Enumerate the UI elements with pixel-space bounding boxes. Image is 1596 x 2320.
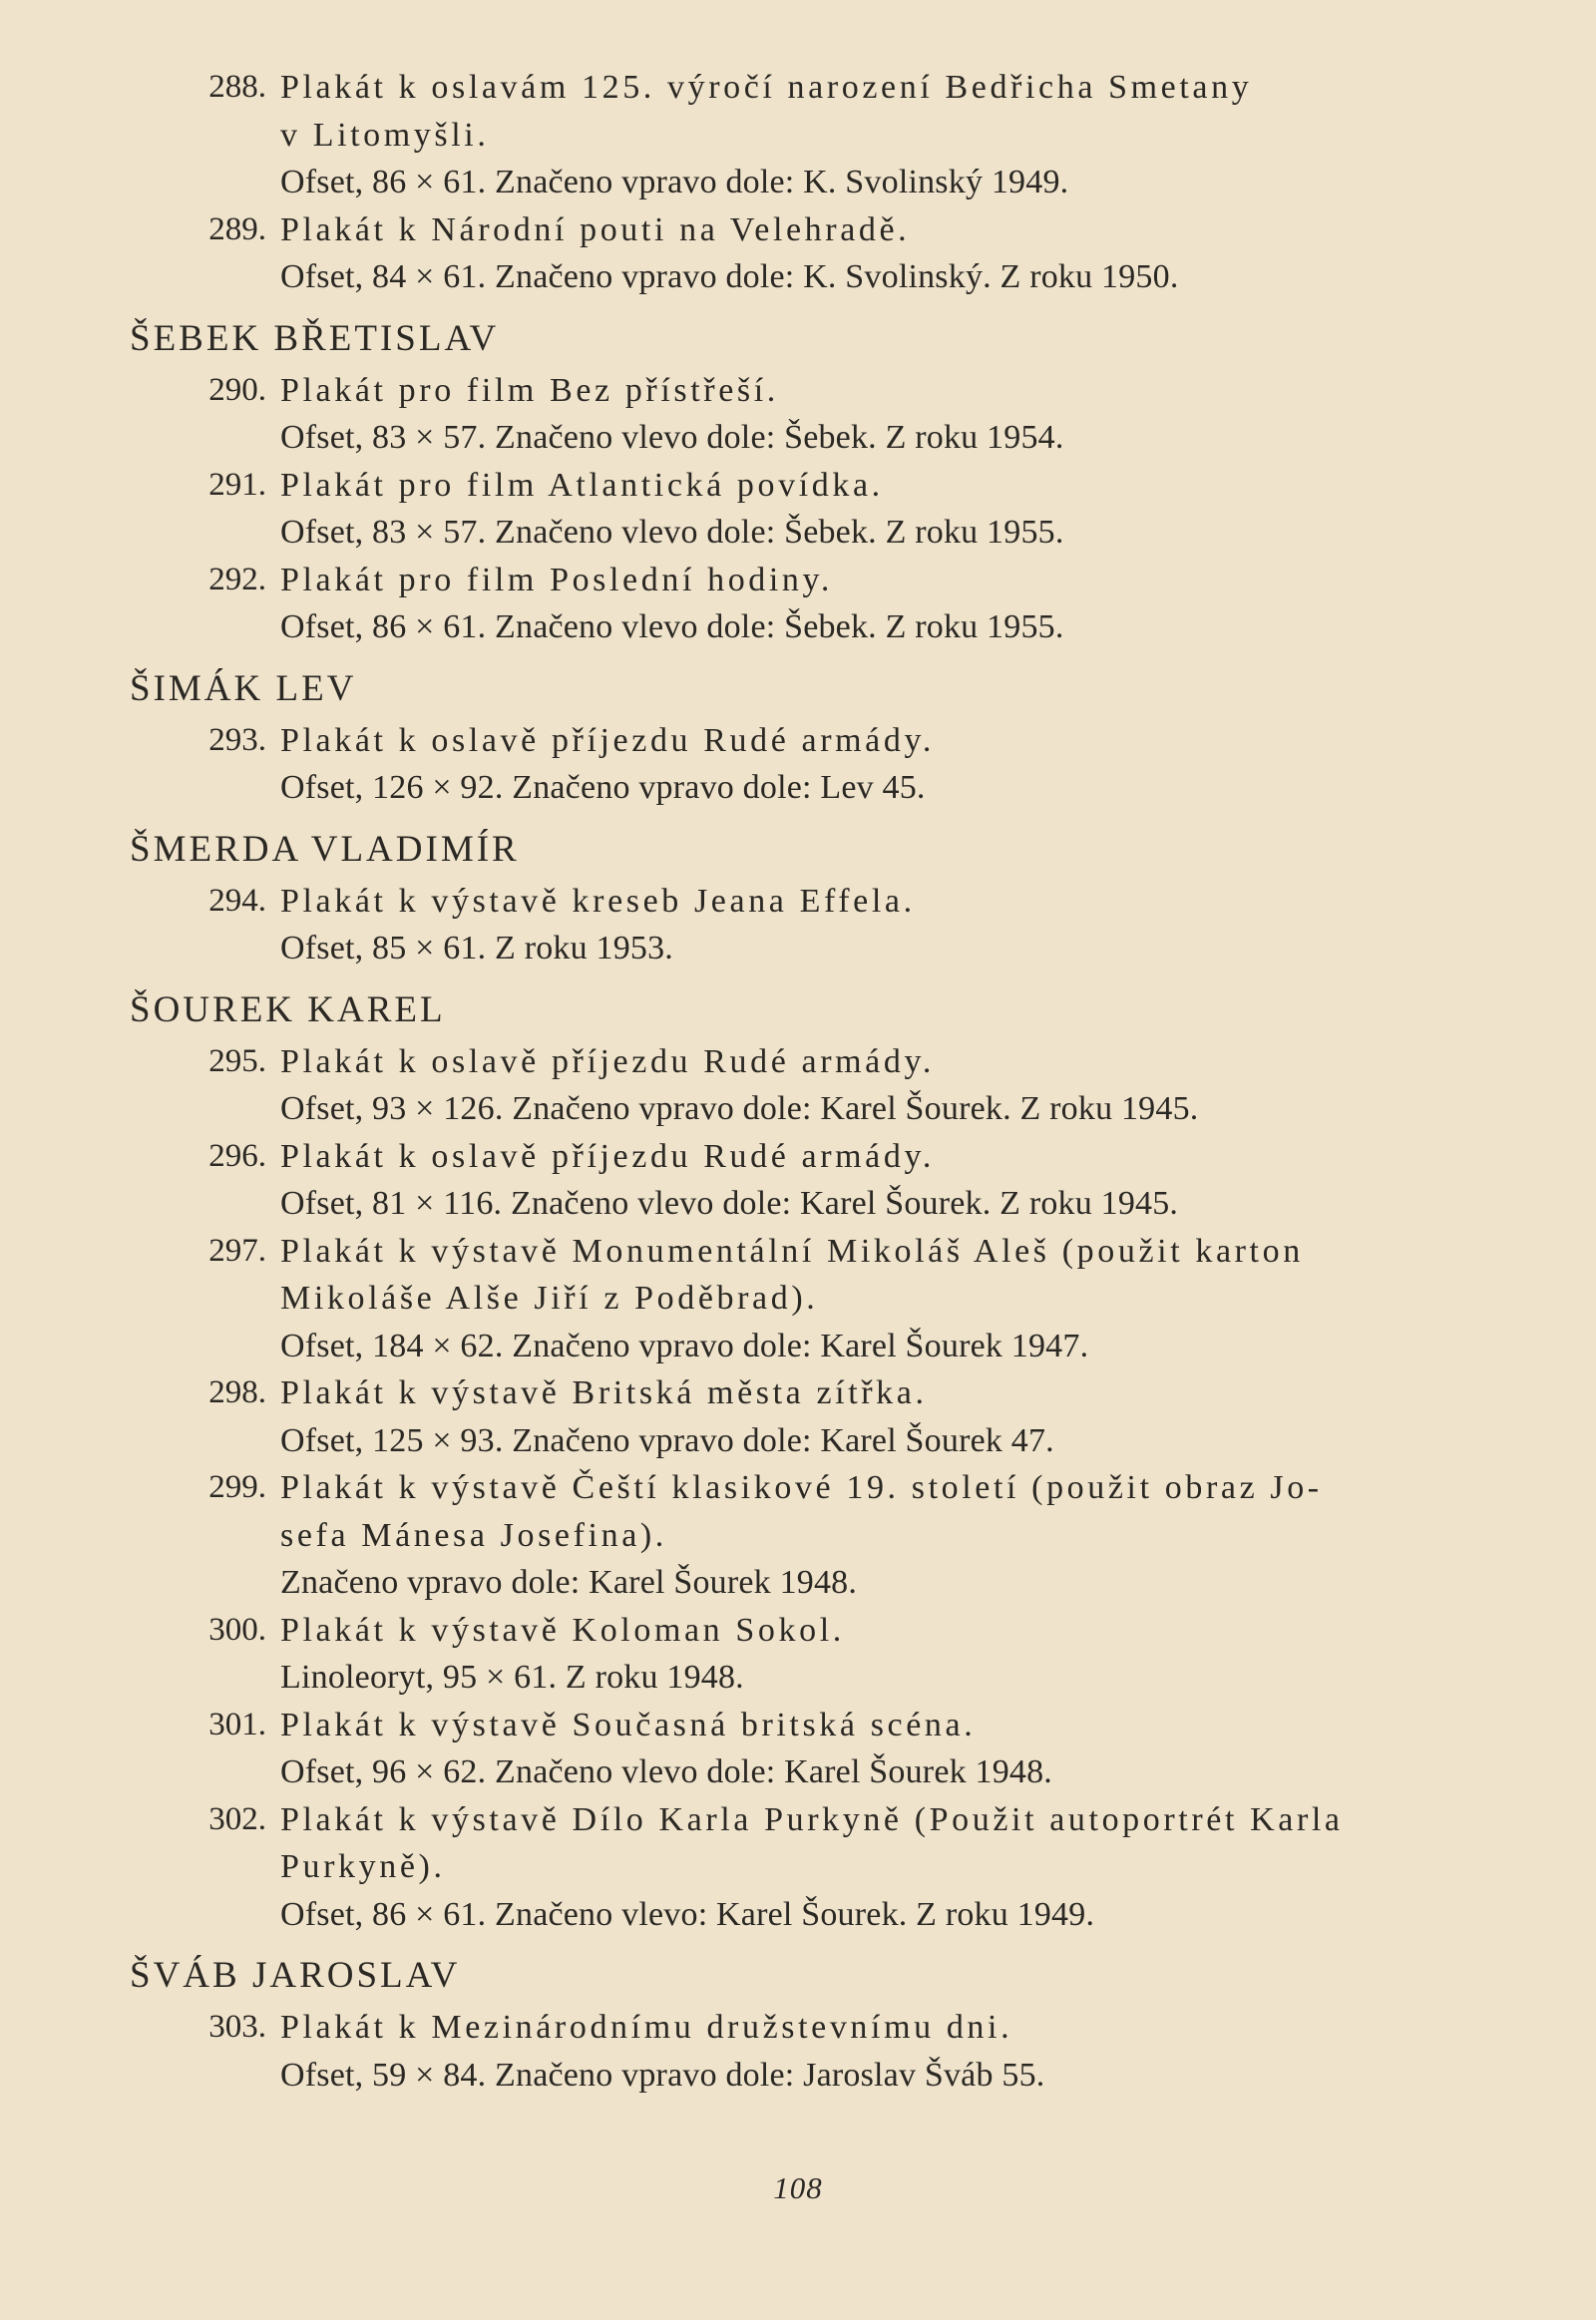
catalogue-entry <box>130 462 1566 557</box>
entry-number: 288. <box>208 69 266 105</box>
entry-number: 290. <box>208 371 266 408</box>
catalogue-entry <box>130 557 1566 651</box>
artist-heading: ŠVÁB JAROSLAV <box>130 1955 461 1996</box>
entry-title-text: Plakát k oslavám 125. výročí narození Bedřicha Smetany <box>280 69 1253 106</box>
entry-title-text: Plakát pro film Poslední hodiny. <box>280 561 834 598</box>
entry-detail-text: Ofset, 126 × 92. Značeno vpravo dole: Lev 45. <box>280 769 926 806</box>
entry-number: 301. <box>208 1706 266 1742</box>
catalogue-entry <box>130 367 1566 462</box>
entry-detail-text: Ofset, 83 × 57. Značeno vlevo dole: Šebek. Z roku 1955. <box>280 514 1064 551</box>
entry-detail-text: Ofset, 81 × 116. Značeno vlevo dole: Karel Šourek. Z roku 1945. <box>280 1185 1179 1222</box>
artist-section <box>130 986 1566 1939</box>
entry-number: 295. <box>208 1042 266 1079</box>
entry-title-line <box>130 64 1566 112</box>
entry-detail-text: Ofset, 184 × 62. Značeno vpravo dole: Karel Šourek 1947. <box>280 1327 1089 1364</box>
entry-title-text: Plakát k výstavě Současná britská scéna. <box>280 1706 977 1743</box>
entry-number: 300. <box>208 1611 266 1648</box>
entry-detail-text: Ofset, 86 × 61. Značeno vlevo dole: Šebek. Z roku 1955. <box>280 608 1064 645</box>
entry-title-text: Plakát k výstavě kreseb Jeana Effela. <box>280 882 916 920</box>
entry-detail-text: Ofset, 93 × 126. Značeno vpravo dole: Karel Šourek. Z roku 1945. <box>280 1090 1199 1127</box>
entry-detail-line <box>130 764 1566 812</box>
entry-detail-line <box>130 1180 1566 1228</box>
entry-number: 298. <box>208 1374 266 1410</box>
entry-title-line <box>130 1369 1566 1417</box>
entry-number: 294. <box>208 882 266 919</box>
entry-title-line <box>130 878 1566 926</box>
entry-detail-line <box>130 1654 1566 1702</box>
entry-detail-line <box>130 925 1566 972</box>
artist-heading: ŠOUREK KAREL <box>130 988 446 1030</box>
entry-number: 302. <box>208 1800 266 1837</box>
entry-title-line <box>130 1464 1566 1512</box>
artist-section <box>130 665 1566 812</box>
entry-title-line <box>130 206 1566 254</box>
artist-section <box>130 64 1566 301</box>
entry-title-text: Plakát k výstavě Koloman Sokol. <box>280 1611 845 1649</box>
entry-title-text: Plakát k oslavě příjezdu Rudé armády. <box>280 1137 935 1175</box>
entry-detail-text: Ofset, 83 × 57. Značeno vlevo dole: Šebek. Z roku 1954. <box>280 419 1064 456</box>
entry-detail-line <box>130 603 1566 651</box>
entry-title-text: Plakát pro film Atlantická povídka. <box>280 466 884 504</box>
entry-detail-text: Ofset, 59 × 84. Značeno vpravo dole: Jaroslav Šváb 55. <box>280 2056 1045 2094</box>
entry-detail-line <box>130 1891 1566 1939</box>
catalogue-entry <box>130 1607 1566 1702</box>
entry-detail-text: Značeno vpravo dole: Karel Šourek 1948. <box>280 1564 858 1601</box>
entry-title-text: Mikoláše Alše Jiří z Poděbrad). <box>280 1280 819 1317</box>
entry-detail-line <box>130 253 1566 301</box>
entry-number: 289. <box>208 210 266 247</box>
entry-title-line <box>130 1275 1566 1323</box>
artist-heading: ŠEBEK BŘETISLAV <box>130 317 500 359</box>
catalogue-entry <box>130 1464 1566 1607</box>
catalogue-entry <box>130 64 1566 206</box>
entry-detail-line <box>130 1559 1566 1607</box>
entry-title-text: Plakát k oslavě příjezdu Rudé armády. <box>280 721 935 759</box>
artist-section <box>130 826 1566 972</box>
entry-detail-line <box>130 414 1566 462</box>
catalogue-entry <box>130 206 1566 301</box>
entry-title-text: sefa Mánesa Josefina). <box>280 1516 667 1554</box>
entry-number: 293. <box>208 721 266 758</box>
entry-detail-text: Linoleoryt, 95 × 61. Z roku 1948. <box>280 1659 744 1696</box>
page-number: 108 <box>773 2170 823 2205</box>
catalogue-entry <box>130 1702 1566 1796</box>
entry-number: 296. <box>208 1137 266 1174</box>
entry-title-line <box>130 1038 1566 1086</box>
entry-detail-text: Ofset, 96 × 62. Značeno vlevo dole: Karel Šourek 1948. <box>280 1753 1053 1790</box>
entry-title-line <box>130 462 1566 510</box>
entry-title-text: v Litomyšli. <box>280 116 490 154</box>
entry-number: 291. <box>208 466 266 503</box>
entry-title-line <box>130 367 1566 415</box>
catalogue-entry <box>130 2004 1566 2099</box>
artist-heading: ŠIMÁK LEV <box>130 667 357 709</box>
catalogue-entry <box>130 878 1566 972</box>
entry-title-line <box>130 1796 1566 1844</box>
entry-title-line <box>130 557 1566 604</box>
artist-heading: ŠMERDA VLADIMÍR <box>130 828 520 870</box>
entry-detail-line <box>130 1748 1566 1796</box>
entry-title-text: Plakát k výstavě Monumentální Mikoláš Aleš (použit karton <box>280 1232 1304 1270</box>
entry-detail-text: Ofset, 86 × 61. Značeno vlevo: Karel Šourek. Z roku 1949. <box>280 1895 1095 1933</box>
entry-title-line <box>130 1512 1566 1560</box>
entry-title-text: Plakát k výstavě Britská města zítřka. <box>280 1374 928 1411</box>
entry-title-text: Plakát k oslavě příjezdu Rudé armády. <box>280 1042 935 1080</box>
artist-section <box>130 315 1566 651</box>
entry-detail-text: Ofset, 125 × 93. Značeno vpravo dole: Karel Šourek 47. <box>280 1421 1054 1459</box>
entry-title-text: Plakát pro film Bez přístřeší. <box>280 371 779 409</box>
catalogue-entry <box>130 1133 1566 1228</box>
entry-title-line <box>130 1133 1566 1181</box>
catalogue-entry <box>130 1369 1566 1464</box>
entry-title-text: Purkyně). <box>280 1848 446 1885</box>
catalogue-entry <box>130 1038 1566 1133</box>
entry-number: 303. <box>208 2009 266 2045</box>
entry-number: 299. <box>208 1469 266 1505</box>
catalogue-entry <box>130 1228 1566 1370</box>
entry-title-line <box>130 1228 1566 1276</box>
entry-title-line <box>130 717 1566 765</box>
entry-title-line <box>130 1843 1566 1891</box>
entry-detail-text: Ofset, 86 × 61. Značeno vpravo dole: K. Svolinský 1949. <box>280 164 1069 200</box>
catalogue-entry <box>130 717 1566 812</box>
entry-detail-line <box>130 1323 1566 1370</box>
entry-title-text: Plakát k Národní pouti na Velehradě. <box>280 210 911 248</box>
entry-title-line <box>130 2004 1566 2052</box>
entry-title-text: Plakát k výstavě Čeští klasikové 19. století (použit obraz Jo- <box>280 1469 1323 1506</box>
entry-title-line <box>130 1702 1566 1749</box>
entry-title-line <box>130 112 1566 160</box>
entry-number: 292. <box>208 561 266 597</box>
entry-detail-line <box>130 1085 1566 1133</box>
artist-section <box>130 1952 1566 2099</box>
entry-number: 297. <box>208 1232 266 1269</box>
entry-detail-text: Ofset, 84 × 61. Značeno vpravo dole: K. Svolinský. Z roku 1950. <box>280 258 1179 295</box>
catalogue-entry <box>130 1796 1566 1939</box>
entry-detail-line <box>130 2052 1566 2100</box>
catalogue-page <box>130 64 1566 2099</box>
entry-title-text: Plakát k Mezinárodnímu družstevnímu dni. <box>280 2009 1013 2046</box>
entry-detail-text: Ofset, 85 × 61. Z roku 1953. <box>280 930 674 967</box>
entry-detail-line <box>130 1417 1566 1465</box>
entry-title-line <box>130 1607 1566 1655</box>
entry-detail-line <box>130 509 1566 557</box>
entry-detail-line <box>130 159 1566 206</box>
entry-title-text: Plakát k výstavě Dílo Karla Purkyně (Použit autoportrét Karla <box>280 1800 1344 1838</box>
